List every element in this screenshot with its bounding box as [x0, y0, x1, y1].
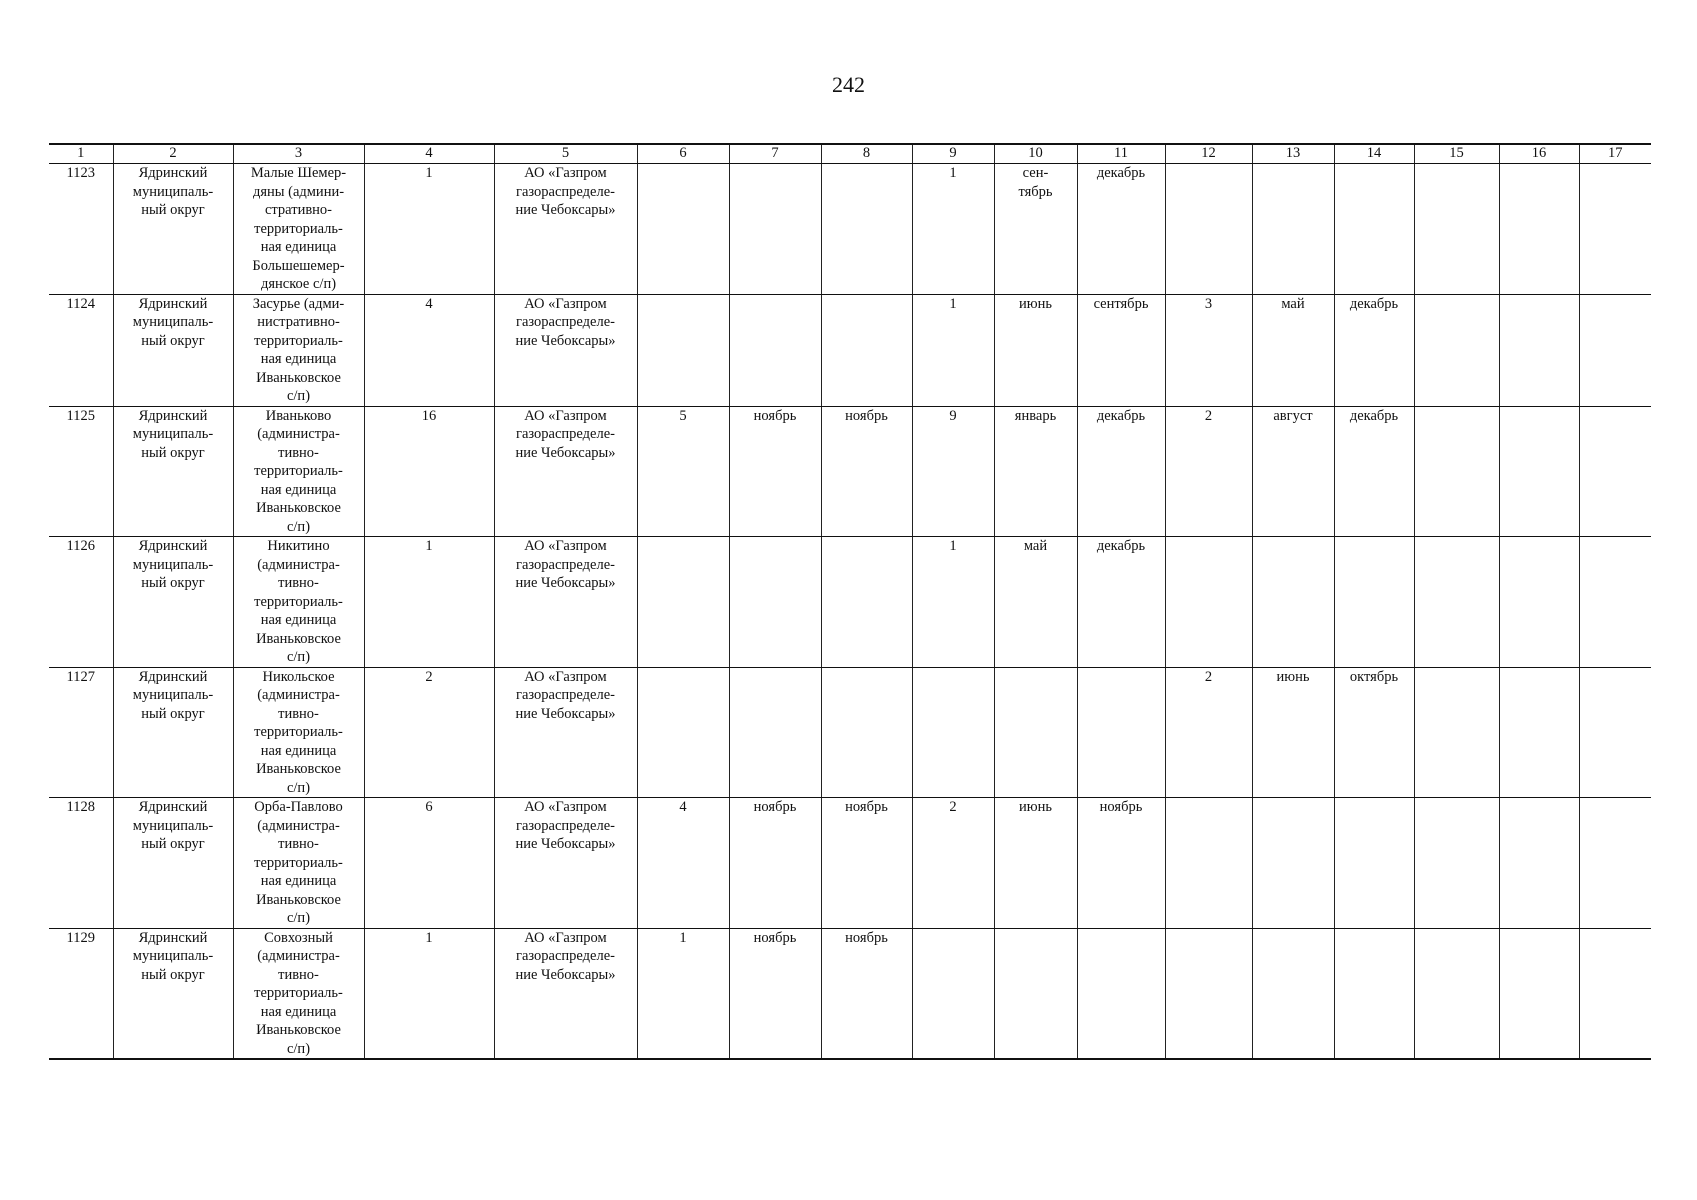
table-cell-col-11: [1077, 406, 1165, 537]
cell-text: АО «Газпром газораспределе- ние Чебоксары»: [515, 295, 616, 349]
table-cell-col-8: [821, 667, 912, 798]
cell-text: июнь: [1276, 668, 1310, 685]
table-cell-col-14: [1334, 667, 1414, 798]
table-cell-col-4: [364, 406, 494, 537]
table-row: [49, 928, 1651, 1059]
table-cell-col-5: [494, 798, 637, 929]
table-cell-col-8: [821, 406, 912, 537]
table-cell-col-9: [912, 294, 994, 406]
table-cell-col-9: [912, 928, 994, 1059]
table-cell-col-14: [1334, 798, 1414, 929]
table-cell-col-16: [1499, 406, 1579, 537]
cell-text: 1128: [66, 799, 95, 815]
table-cell-col-1: [49, 667, 113, 798]
cell-text: 2: [949, 799, 957, 815]
table-cell-col-7: [729, 798, 821, 929]
cell-text: декабрь: [1096, 407, 1146, 424]
table-cell-col-12: [1165, 667, 1252, 798]
table-cell-col-12: [1165, 537, 1252, 668]
cell-text: Малые Шемер- дяны (админи- стративно- территориаль- ная единица Большешемер- дянское с/п): [250, 165, 347, 292]
table-cell-col-16: [1499, 164, 1579, 295]
table-cell-col-3: [233, 667, 364, 798]
table-cell-col-11: [1077, 928, 1165, 1059]
table-cell-col-6: [637, 667, 729, 798]
table-cell-col-14: [1334, 294, 1414, 406]
table-cell-col-2: [113, 164, 233, 295]
cell-text: 5: [679, 407, 687, 424]
cell-text: 1: [949, 538, 957, 554]
cell-text: Ядринский муниципаль- ный округ: [132, 929, 214, 983]
table-cell-col-13: [1252, 928, 1334, 1059]
table-cell-col-9: [912, 164, 994, 295]
table-cell-col-4: [364, 164, 494, 295]
table-cell-col-11: [1077, 537, 1165, 668]
table-cell-col-10: [994, 928, 1077, 1059]
table-cell-col-15: [1414, 537, 1499, 668]
table-cell-col-16: [1499, 294, 1579, 406]
cell-text: 2: [425, 668, 433, 685]
cell-text: декабрь: [1349, 295, 1399, 312]
table-cell-col-3: [233, 928, 364, 1059]
cell-text: ноябрь: [845, 799, 888, 815]
table-cell-col-10: [994, 798, 1077, 929]
table-cell-col-8: [821, 537, 912, 668]
cell-text: ноябрь: [845, 929, 888, 946]
table-cell-col-6: [637, 294, 729, 406]
cell-text: Никитино (администра- тивно- территориаль- ная единица Иваньковское с/п): [254, 538, 343, 665]
cell-text: 4: [425, 295, 433, 312]
table-cell-col-11: [1077, 294, 1165, 406]
cell-text: АО «Газпром газораспределе- ние Чебоксары»: [515, 668, 616, 722]
cell-text: май: [1281, 295, 1305, 312]
table-cell-col-10: [994, 667, 1077, 798]
table-cell-col-13: [1252, 406, 1334, 537]
cell-text: Ядринский муниципаль- ный округ: [132, 538, 214, 591]
cell-text: 1: [679, 929, 687, 946]
table-cell-col-1: [49, 294, 113, 406]
table-cell-col-12: [1165, 928, 1252, 1059]
table-cell-col-2: [113, 928, 233, 1059]
cell-text: 1: [949, 165, 957, 181]
cell-text: январь: [1014, 407, 1057, 424]
cell-text: 9: [949, 407, 957, 424]
table-cell-col-7: [729, 667, 821, 798]
cell-text: Совхозный (администра- тивно- территориаль- ная единица Иваньковское с/п): [254, 929, 343, 1057]
table-cell-col-7: [729, 928, 821, 1059]
table-cell-col-15: [1414, 294, 1499, 406]
cell-text: 6: [425, 799, 433, 815]
table-cell-col-14: [1334, 406, 1414, 537]
column-header: 2: [113, 144, 233, 164]
table-cell-col-13: [1252, 667, 1334, 798]
cell-text: 3: [1204, 295, 1213, 312]
cell-text: 2: [1204, 668, 1213, 685]
cell-text: 4: [679, 799, 687, 815]
table-cell-col-12: [1165, 164, 1252, 295]
table-cell-col-1: [49, 537, 113, 668]
cell-text: сентябрь: [1093, 295, 1149, 312]
table-cell-col-6: [637, 406, 729, 537]
table-cell-col-9: [912, 667, 994, 798]
table-cell-col-17: [1579, 537, 1651, 668]
cell-text: август: [1273, 407, 1313, 424]
table-cell-col-12: [1165, 294, 1252, 406]
column-header: 13: [1252, 144, 1334, 164]
table-cell-col-7: [729, 164, 821, 295]
cell-text: ноябрь: [753, 407, 797, 424]
cell-text: 1: [949, 295, 957, 312]
column-header: 16: [1499, 144, 1579, 164]
table-cell-col-8: [821, 798, 912, 929]
cell-text: Ядринский муниципаль- ный округ: [132, 799, 214, 852]
cell-text: Иваньково (администра- тивно- территориаль- ная единица Иваньковское с/п): [254, 407, 343, 535]
table-cell-col-2: [113, 537, 233, 668]
table-cell-col-9: [912, 537, 994, 668]
column-header: 4: [364, 144, 494, 164]
table-cell-col-13: [1252, 164, 1334, 295]
cell-text: декабрь: [1096, 538, 1146, 554]
column-header: 1: [49, 144, 113, 164]
cell-text: Ядринский муниципаль- ный округ: [132, 668, 214, 722]
column-header: 9: [912, 144, 994, 164]
cell-text: 1123: [66, 165, 95, 181]
table-cell-col-16: [1499, 667, 1579, 798]
table-cell-col-2: [113, 667, 233, 798]
column-header: 17: [1579, 144, 1651, 164]
table-cell-col-3: [233, 294, 364, 406]
table-cell-col-17: [1579, 798, 1651, 929]
table-row: [49, 798, 1651, 929]
cell-text: АО «Газпром газораспределе- ние Чебоксары»: [515, 165, 616, 218]
table-cell-col-14: [1334, 537, 1414, 668]
table-cell-col-5: [494, 667, 637, 798]
table-cell-col-4: [364, 928, 494, 1059]
table-cell-col-11: [1077, 798, 1165, 929]
column-header: 10: [994, 144, 1077, 164]
table-cell-col-1: [49, 928, 113, 1059]
cell-text: АО «Газпром газораспределе- ние Чебоксары»: [515, 799, 616, 852]
column-header: 8: [821, 144, 912, 164]
cell-text: 1: [425, 538, 433, 554]
table-cell-col-10: [994, 164, 1077, 295]
table-cell-col-16: [1499, 928, 1579, 1059]
cell-text: 1: [425, 165, 433, 181]
cell-text: декабрь: [1096, 165, 1146, 181]
table-cell-col-5: [494, 537, 637, 668]
table-cell-col-8: [821, 928, 912, 1059]
table-cell-col-5: [494, 406, 637, 537]
table-cell-col-1: [49, 164, 113, 295]
table-cell-col-11: [1077, 667, 1165, 798]
cell-text: ноябрь: [1099, 799, 1143, 815]
table-cell-col-1: [49, 406, 113, 537]
table-row: [49, 164, 1651, 295]
cell-text: АО «Газпром газораспределе- ние Чебоксары»: [515, 407, 616, 461]
cell-text: 2: [1204, 407, 1213, 424]
table-cell-col-10: [994, 537, 1077, 668]
table-cell-col-14: [1334, 928, 1414, 1059]
table-cell-col-15: [1414, 667, 1499, 798]
table-cell-col-10: [994, 294, 1077, 406]
table-cell-col-13: [1252, 798, 1334, 929]
table-cell-col-6: [637, 537, 729, 668]
table-cell-col-5: [494, 164, 637, 295]
cell-text: Ядринский муниципаль- ный округ: [132, 295, 214, 349]
table-cell-col-5: [494, 928, 637, 1059]
table-cell-col-4: [364, 537, 494, 668]
column-header: 11: [1077, 144, 1165, 164]
table-cell-col-2: [113, 294, 233, 406]
cell-text: 1125: [66, 407, 95, 424]
cell-text: Никольское (администра- тивно- территориаль- ная единица Иваньковское с/п): [254, 668, 343, 796]
table-cell-col-7: [729, 406, 821, 537]
cell-text: ноябрь: [845, 407, 888, 424]
table-cell-col-7: [729, 537, 821, 668]
table-cell-col-4: [364, 294, 494, 406]
table-cell-col-2: [113, 406, 233, 537]
table-cell-col-8: [821, 294, 912, 406]
column-header: 6: [637, 144, 729, 164]
table-cell-col-15: [1414, 406, 1499, 537]
table-cell-col-3: [233, 798, 364, 929]
table-row: [49, 537, 1651, 668]
table-cell-col-1: [49, 798, 113, 929]
table-cell-col-6: [637, 164, 729, 295]
cell-text: июнь: [1019, 799, 1052, 815]
table-row: [49, 406, 1651, 537]
cell-text: 1127: [66, 668, 95, 685]
column-header: 14: [1334, 144, 1414, 164]
table-cell-col-4: [364, 667, 494, 798]
table-cell-col-4: [364, 798, 494, 929]
cell-text: Ядринский муниципаль- ный округ: [132, 165, 214, 218]
cell-text: Ядринский муниципаль- ный округ: [132, 407, 214, 461]
table-cell-col-10: [994, 406, 1077, 537]
gasification-schedule-table: [49, 143, 1651, 1060]
cell-text: ноябрь: [753, 929, 797, 946]
table-cell-col-13: [1252, 294, 1334, 406]
table-cell-col-12: [1165, 406, 1252, 537]
table-cell-col-6: [637, 928, 729, 1059]
table-cell-col-16: [1499, 798, 1579, 929]
table-cell-col-17: [1579, 928, 1651, 1059]
cell-text: 1129: [66, 929, 95, 946]
table-cell-col-3: [233, 164, 364, 295]
cell-text: октябрь: [1349, 668, 1399, 685]
cell-text: АО «Газпром газораспределе- ние Чебоксары»: [515, 538, 616, 591]
table-cell-col-6: [637, 798, 729, 929]
table-cell-col-3: [233, 406, 364, 537]
column-header: 5: [494, 144, 637, 164]
table-cell-col-12: [1165, 798, 1252, 929]
column-header: 3: [233, 144, 364, 164]
page-number: 242: [832, 72, 865, 97]
table-cell-col-7: [729, 294, 821, 406]
table-cell-col-17: [1579, 164, 1651, 295]
column-header: 12: [1165, 144, 1252, 164]
table-cell-col-3: [233, 537, 364, 668]
table-cell-col-17: [1579, 667, 1651, 798]
cell-text: 16: [421, 407, 437, 424]
table-cell-col-9: [912, 406, 994, 537]
cell-text: май: [1023, 538, 1048, 554]
table-cell-col-17: [1579, 406, 1651, 537]
table-header-row: [49, 144, 1651, 164]
cell-text: 1126: [66, 538, 95, 554]
table-cell-col-15: [1414, 798, 1499, 929]
table-cell-col-2: [113, 798, 233, 929]
column-header: 15: [1414, 144, 1499, 164]
table-cell-col-17: [1579, 294, 1651, 406]
cell-text: 1124: [66, 295, 95, 312]
table-cell-col-5: [494, 294, 637, 406]
cell-text: Засурье (адми- нистративно- территориаль- ная единица Иваньковское с/п): [252, 295, 345, 404]
column-header: 7: [729, 144, 821, 164]
table-row: [49, 667, 1651, 798]
table-cell-col-15: [1414, 928, 1499, 1059]
cell-text: июнь: [1019, 295, 1052, 312]
cell-text: 1: [425, 929, 433, 946]
table-cell-col-8: [821, 164, 912, 295]
table-cell-col-13: [1252, 537, 1334, 668]
table-cell-col-9: [912, 798, 994, 929]
cell-text: сен- тябрь: [1018, 165, 1053, 200]
cell-text: декабрь: [1349, 407, 1399, 424]
cell-text: АО «Газпром газораспределе- ние Чебоксары»: [515, 929, 616, 983]
table-cell-col-15: [1414, 164, 1499, 295]
table-cell-col-14: [1334, 164, 1414, 295]
cell-text: Орба-Павлово (администра- тивно- территориаль- ная единица Иваньковское с/п): [254, 799, 343, 926]
table-cell-col-16: [1499, 537, 1579, 668]
table-row: [49, 294, 1651, 406]
table-cell-col-11: [1077, 164, 1165, 295]
cell-text: ноябрь: [753, 799, 797, 815]
